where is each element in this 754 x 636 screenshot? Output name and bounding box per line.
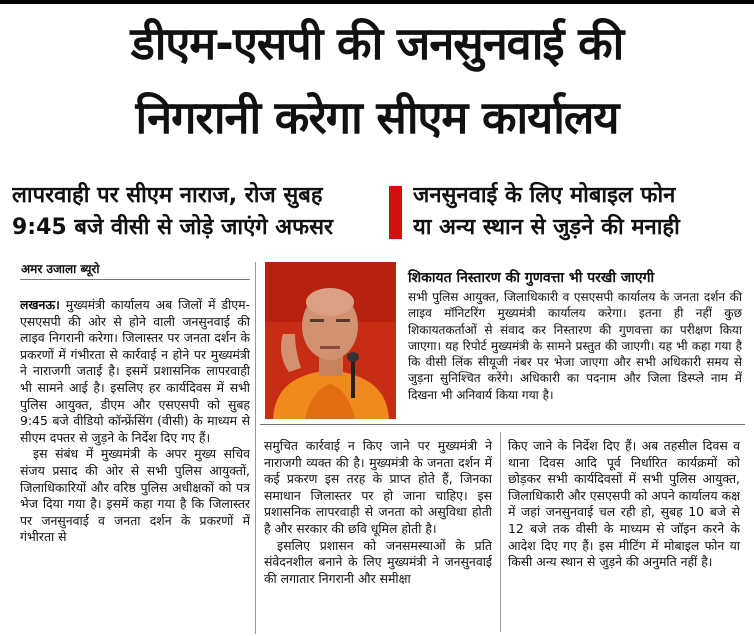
top-border (0, 0, 754, 4)
subhead-divider (389, 186, 402, 239)
cm-photo (265, 262, 396, 419)
box-bottom-rule (260, 424, 745, 425)
article-column-1 (20, 297, 250, 633)
subhead-right-line-2: या अन्य स्थान से जुड़ने की मनाही (413, 215, 680, 240)
article-column-3 (508, 438, 740, 633)
subhead-left-line-1: लापरवाही पर सीएम नाराज, रोज सुबह (12, 183, 323, 208)
subhead-left-line-2: 9:45 बजे वीसी से जोड़े जाएंगे अफसर (12, 215, 333, 240)
column-divider-2 (500, 432, 501, 632)
column-divider-1 (255, 262, 256, 634)
headline-line-1: डीएम-एसपी की जनसुनवाई की (130, 17, 624, 70)
byline: अमर उजाला ब्यूरो (21, 262, 100, 276)
column-1-paragraph-1 (20, 297, 250, 446)
headline-line-2: निगरानी करेगा सीएम कार्यालय (135, 91, 619, 144)
byline-rule (20, 279, 250, 280)
cm-portrait (265, 262, 396, 419)
box-heading: शिकायत निस्तारण की गुणवत्ता भी परखी जाएगी (408, 270, 655, 286)
box-text: सभी पुलिस आयुक्त, जिलाधिकारी व एसएसपी कार्यालय के जनता दर्शन की लाइव मॉनिटरिंग मुख्यमंत्री कार्यालय करेगा। इतना ही नहीं कुछ शिकायतकर्ताओं से संवाद कर निस्तारण की गुणवत्ता का परीक्षण किया जाएगा। यह रिपोर्ट मुख्यमंत्री के सामने प्रस्तुत की जाएगी। यह भी कहा गया है कि वीसी लिंक सीयूजी नंबर पर भेजा जाएगा और सभी अधिकारी समय से जुड़ना सुनिश्चित करेंगे। अधिकारी का पदनाम और जिला डिस्प्ले नाम में दिखना भी अनिवार्य किया गया है। (408, 290, 742, 402)
column-1-text-1: मुख्यमंत्री कार्यालय अब जिलों में डीएम-एसएसपी की ओर से होने वाली जनसुनवाई की लाइव निगरानी करेगा। जिलास्तर पर जनता दर्शन के प्रकरणों में गंभीरता से कार्रवाई न होने पर मुख्यमंत्री ने नाराजगी जताई है। इसमें प्रशासनिक लापरवाही भी सामने आई है। इसलिए हर कार्यदिवस में सभी पुलिस आयुक्त, डीएम और एसएसपी को सुबह 9:45 बजे वीडियो कॉन्फ्रेंसिंग (वीसी) के माध्यम से सीएम दफ्तर से जुड़ने के निर्देश दिए गए हैं। (20, 297, 250, 445)
column-3-paragraph-1: किए जाने के निर्देश दिए हैं। अब तहसील दिवस व थाना दिवस आदि पूर्व निर्धारित कार्यक्रमों को छोड़कर सभी कार्यदिवसों में सभी पुलिस आयुक्त, जिलाधिकारी और एसएसपी को अपने कार्यालय कक्ष में जहां जनसुनवाई चल रही हो, सुबह 10 बजे से 12 बजे तक वीसी के माध्यम से जॉइन करने के आदेश दिए गए हैं। इस मीटिंग में मोबाइल फोन या किसी अन्य स्थान से जुड़ने की अनुमति नहीं है। (508, 438, 740, 570)
column-1-paragraph-2: इस संबंध में मुख्यमंत्री के अपर मुख्य सचिव संजय प्रसाद की ओर से सभी पुलिस आयुक्तों, जिलाधिकारियों और वरिष्ठ पुलिस अधीक्षकों को पत्र भेज दिया गया है। इसमें कहा गया है कि जिलास्तर पर जनसुनवाई व जनता दर्शन के प्रकरणों में गंभीरता से (20, 446, 250, 545)
dateline: लखनऊ। (20, 297, 60, 312)
column-2-paragraph-2: इसलिए प्रशासन को जनसमस्याओं के प्रति संवेदनशील बनाने के लिए मुख्यमंत्री ने जनसुनवाई की लगातार निगरानी और समीक्षा (264, 537, 492, 586)
subhead-right-line-1: जनसुनवाई के लिए मोबाइल फोन (413, 183, 676, 208)
column-2-paragraph-1: समुचित कार्रवाई न किए जाने पर मुख्यमंत्री ने नाराजगी व्यक्त की है। मुख्यमंत्री के जनता दर्शन में कई प्रकरण इस तरह के प्राप्त होते हैं, जिनका समाधान जिलास्तर पर हो जाना चाहिए। इस प्रशासनिक लापरवाही से जनता को असुविधा होती है और सरकार की छवि धूमिल होती है। (264, 438, 492, 536)
article-column-2 (264, 438, 492, 633)
